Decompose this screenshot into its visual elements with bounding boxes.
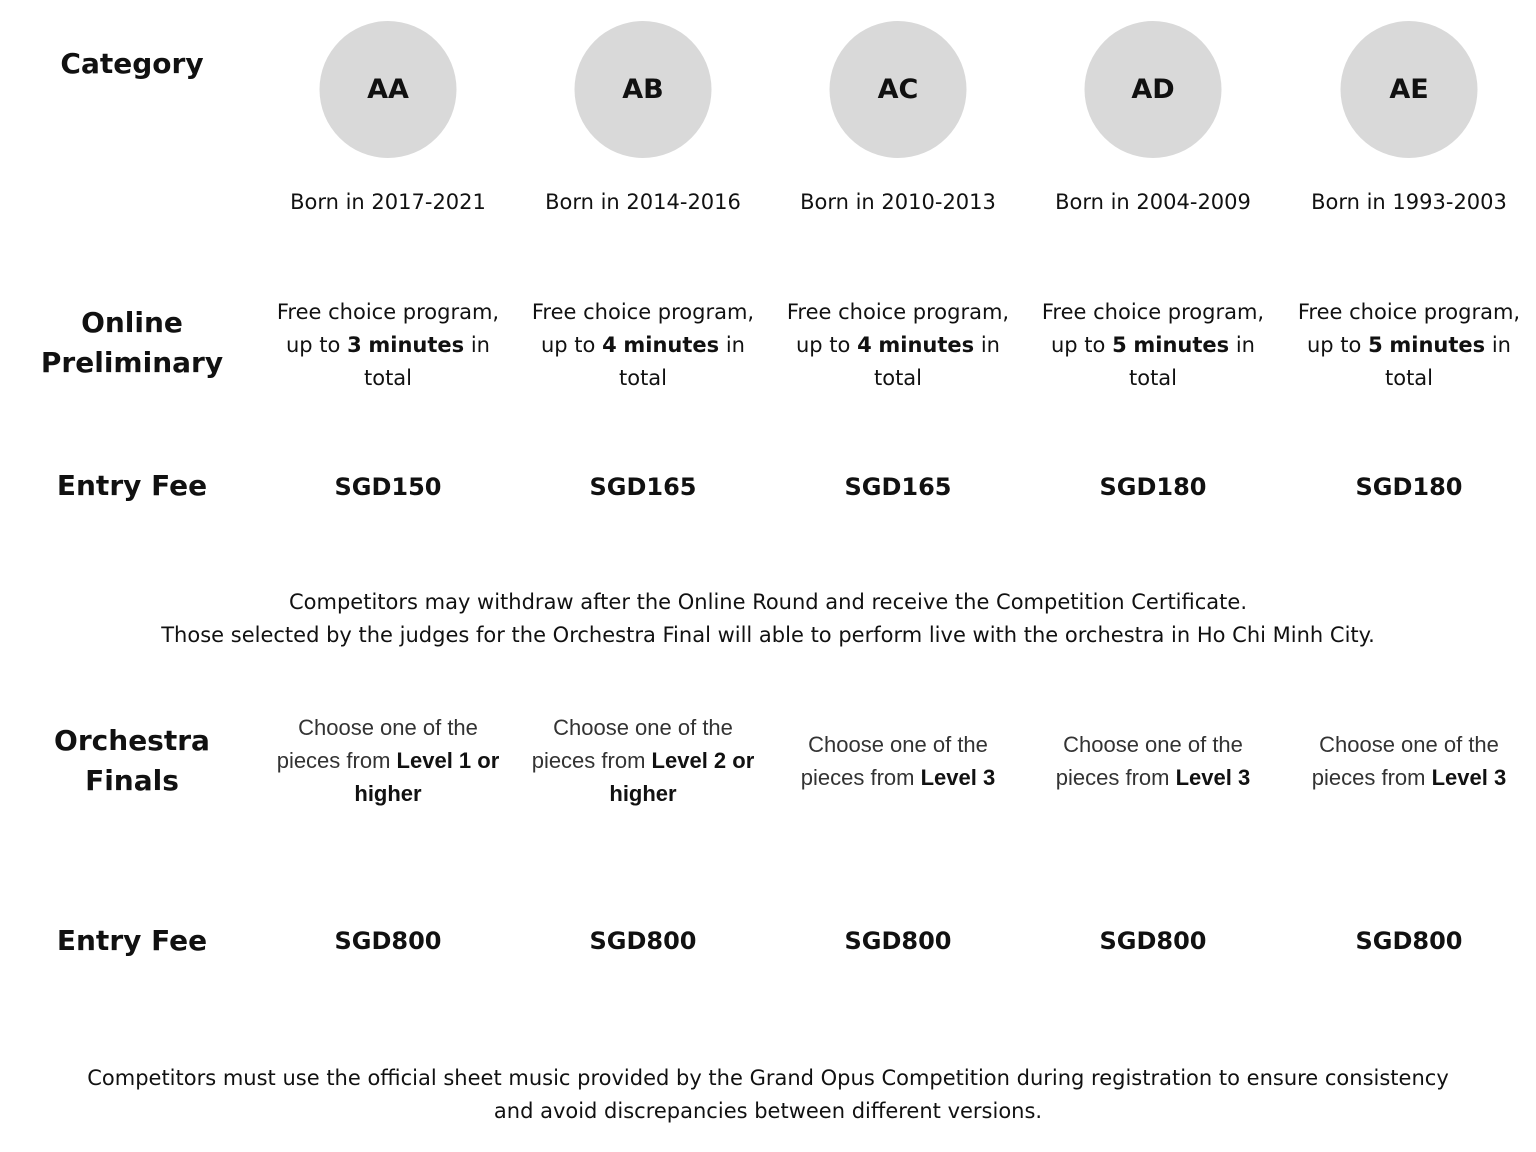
prelim-minutes: 3 bbox=[347, 333, 362, 357]
prelim-prefix: Free choice program, up to bbox=[531, 300, 755, 357]
final-program-aa bbox=[268, 711, 508, 810]
final-program-ad bbox=[1033, 728, 1273, 794]
row-label-entry-fee-prelim bbox=[12, 466, 252, 506]
entry-fee-label: Entry Fee bbox=[56, 469, 208, 502]
prelim-minutes-word: minutes bbox=[1389, 333, 1486, 357]
prelim-program-ab bbox=[523, 296, 763, 395]
final-suffix: or higher bbox=[354, 748, 500, 806]
prelim-minutes: 5 bbox=[1112, 333, 1127, 357]
prelim-prefix: Free choice program, up to bbox=[786, 300, 1010, 357]
final-prefix: Choose one of the pieces from bbox=[1311, 732, 1499, 790]
prelim-prefix: Free choice program, up to bbox=[276, 300, 500, 357]
born-range-ac: Born in 2010-2013 bbox=[800, 190, 996, 214]
sheet-music-note-line2: and avoid discrepancies between different versions. bbox=[493, 1099, 1043, 1123]
final-prefix: Choose one of the pieces from bbox=[531, 715, 733, 773]
prelim-minutes-word: minutes bbox=[368, 333, 465, 357]
prelim-minutes: 5 bbox=[1368, 333, 1383, 357]
prelim-suffix: in total bbox=[1384, 333, 1511, 390]
category-code: AC bbox=[877, 74, 919, 105]
prelim-minutes-word: minutes bbox=[1133, 333, 1230, 357]
category-code: AB bbox=[622, 74, 664, 105]
final-suffix: or higher bbox=[609, 748, 755, 806]
online-preliminary-label-line2: Preliminary bbox=[40, 346, 224, 379]
final-level: Level 3 bbox=[1175, 765, 1251, 790]
prelim-program-ae bbox=[1289, 296, 1529, 395]
final-program-ab bbox=[523, 711, 763, 810]
final-level: Level 3 bbox=[1431, 765, 1507, 790]
prelim-fee-ac: SGD165 bbox=[844, 473, 952, 501]
category-badge-ad bbox=[1085, 21, 1222, 158]
withdraw-note-line1: Competitors may withdraw after the Online Round and receive the Competition Certificate. bbox=[289, 590, 1247, 614]
prelim-fee-ae: SGD180 bbox=[1355, 473, 1463, 501]
born-range-aa: Born in 2017-2021 bbox=[290, 190, 486, 214]
withdraw-note bbox=[0, 586, 1536, 652]
row-label-category bbox=[12, 44, 252, 84]
final-level: Level 2 bbox=[651, 748, 727, 773]
final-fee-ab: SGD800 bbox=[589, 927, 697, 955]
prelim-program-ac bbox=[778, 296, 1018, 395]
category-label: Category bbox=[60, 47, 204, 80]
sheet-music-note bbox=[0, 1062, 1536, 1128]
row-label-orchestra-finals bbox=[12, 721, 252, 801]
prelim-minutes-word: minutes bbox=[878, 333, 975, 357]
category-badge-ae bbox=[1341, 21, 1478, 158]
orchestra-finals-label-line2: Finals bbox=[85, 764, 179, 797]
withdraw-note-line2: Those selected by the judges for the Orchestra Final will able to perform live with the orchestra in Ho Chi Minh City. bbox=[161, 623, 1375, 647]
final-fee-ae: SGD800 bbox=[1355, 927, 1463, 955]
prelim-suffix: in total bbox=[873, 333, 1000, 390]
final-fee-ac: SGD800 bbox=[844, 927, 952, 955]
prelim-prefix: Free choice program, up to bbox=[1041, 300, 1265, 357]
final-level: Level 3 bbox=[920, 765, 996, 790]
final-prefix: Choose one of the pieces from bbox=[276, 715, 478, 773]
prelim-fee-ad: SGD180 bbox=[1099, 473, 1207, 501]
born-range-ae: Born in 1993-2003 bbox=[1311, 190, 1507, 214]
final-level: Level 1 bbox=[396, 748, 472, 773]
prelim-prefix: Free choice program, up to bbox=[1297, 300, 1521, 357]
online-preliminary-label-line1: Online bbox=[81, 306, 183, 339]
final-prefix: Choose one of the pieces from bbox=[800, 732, 988, 790]
category-code: AE bbox=[1389, 74, 1429, 105]
entry-fee-label: Entry Fee bbox=[56, 924, 208, 957]
prelim-suffix: in total bbox=[618, 333, 745, 390]
prelim-program-aa bbox=[268, 296, 508, 395]
row-label-entry-fee-final bbox=[12, 921, 252, 961]
prelim-program-ad bbox=[1033, 296, 1273, 395]
category-badge-aa bbox=[320, 21, 457, 158]
born-range-ad: Born in 2004-2009 bbox=[1055, 190, 1251, 214]
prelim-fee-ab: SGD165 bbox=[589, 473, 697, 501]
category-badge-ac bbox=[830, 21, 967, 158]
prelim-minutes: 4 bbox=[602, 333, 617, 357]
row-label-online-preliminary bbox=[12, 303, 252, 383]
category-badge-ab bbox=[575, 21, 712, 158]
final-prefix: Choose one of the pieces from bbox=[1055, 732, 1243, 790]
prelim-suffix: in total bbox=[1128, 333, 1255, 390]
final-fee-aa: SGD800 bbox=[334, 927, 442, 955]
prelim-suffix: in total bbox=[363, 333, 490, 390]
category-code: AA bbox=[367, 74, 409, 105]
final-program-ac bbox=[778, 728, 1018, 794]
prelim-fee-aa: SGD150 bbox=[334, 473, 442, 501]
born-range-ab: Born in 2014-2016 bbox=[545, 190, 741, 214]
orchestra-finals-label-line1: Orchestra bbox=[54, 724, 210, 757]
prelim-minutes: 4 bbox=[857, 333, 872, 357]
sheet-music-note-line1: Competitors must use the official sheet music provided by the Grand Opus Competition during registration to ensure consistency bbox=[87, 1066, 1449, 1090]
category-code: AD bbox=[1131, 74, 1175, 105]
prelim-minutes-word: minutes bbox=[623, 333, 720, 357]
final-fee-ad: SGD800 bbox=[1099, 927, 1207, 955]
final-program-ae bbox=[1289, 728, 1529, 794]
